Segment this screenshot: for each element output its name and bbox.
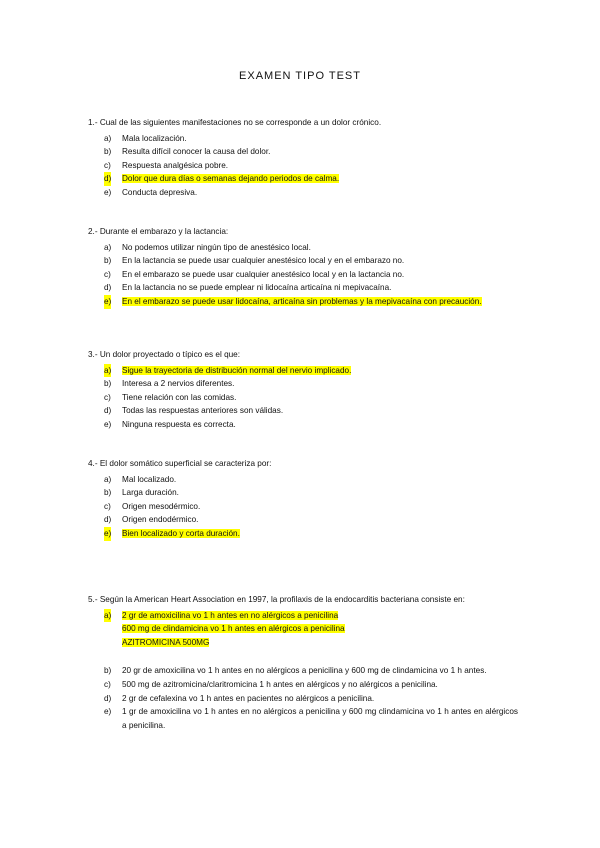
option-a-line-1: 2 gr de amoxicilina vo 1 h antes en no alérgicos a penicilina [122,610,339,620]
question-5-option-d: d) 2 gr de cefalexina vo 1 h antes en pacientes no alérgicos a penicilina. [104,693,375,703]
question-2 [88,225,518,309]
option-a-line-2: 600 mg de clindamicina vo 1 h antes en alérgicos a penicilina [122,624,345,634]
question-2-option-e-correct: e) En el embarazo se puede usar lidocaína, articaína sin problemas y la mepivacaína con precaución. [88,295,518,309]
question-3-option-b: b) Interesa a 2 nervios diferentes. [104,379,235,389]
question-2-option-a: a) No podemos utilizar ningún tipo de anestésico local. [104,242,311,252]
question-4-option-b: b) Larga duración. [104,488,179,498]
question-1-option-a: a) Mala localización. [104,133,187,143]
question-1-option-c: c) Respuesta analgésica pobre. [104,160,229,170]
question-3-option-d: d) Todas las respuestas anteriores son válidas. [104,406,284,416]
question-5-option-b: b) 20 gr de amoxicilina vo 1 h antes en no alérgicos a penicilina y 600 mg de clindamicina vo 1 h antes. [104,666,487,676]
question-3 [88,348,518,432]
option-a-line-3: AZITROMICINA 500MG [122,637,210,647]
question-2-option-b: b) En la lactancia se puede usar cualquier anestésico local y en el embarazo no. [104,256,405,266]
question-4-text: 4.- El dolor somático superficial se caracteriza por: [88,459,272,468]
question-5 [88,593,518,732]
question-4-option-a: a) Mal localizado. [104,474,177,484]
question-1-option-e: e) Conducta depresiva. [104,187,198,197]
question-4-option-c: c) Origen mesodérmico. [104,501,201,511]
question-1 [88,116,518,200]
question-3-option-a-correct: a) Sigue la trayectoria de distribución normal del nervio implicado. [88,364,518,378]
question-2-text: 2.- Durante el embarazo y la lactancia: [88,227,229,236]
question-2-option-c: c) En el embarazo se puede usar cualquier anestésico local y en la lactancia no. [104,269,405,279]
question-3-option-c: c) Tiene relación con las comidas. [104,392,237,402]
question-5-text: 5.- Según la American Heart Association en 1997, la profilaxis de la endocarditis bacteriana consiste en: [88,595,465,604]
question-3-text: 3.- Un dolor proyectado o típico es el que: [88,350,241,359]
question-4 [88,457,518,541]
question-5-option-e: e) 1 gr de amoxicilina vo 1 h antes en no alérgicos a penicilina y 600 mg clindamicina vo 1 h antes en alérgicos a penicilina. [104,707,518,730]
question-1-text: 1.- Cual de las siguientes manifestaciones no se corresponde a un dolor crónico. [88,118,382,127]
question-4-option-e-correct: e) Bien localizado y corta duración. [88,527,518,541]
question-3-option-e: e) Ninguna respuesta es correcta. [104,419,236,429]
question-1-option-b: b) Resulta difícil conocer la causa del dolor. [104,147,271,157]
question-2-option-d: d) En la lactancia no se puede emplear ni lidocaína articaína ni mepivacaína. [104,283,392,293]
question-1-option-d-correct: d) Dolor que dura días o semanas dejando periodos de calma. [88,172,518,186]
question-4-option-d: d) Origen endodérmico. [104,515,199,525]
page-title: EXAMEN TIPO TEST [239,70,361,82]
question-5-option-a-correct: a) 2 gr de amoxicilina vo 1 h antes en no alérgicos a penicilina 600 mg de clindamicina vo 1 h antes en alérgicos a penicilina AZITROMICINA 500MG [104,610,345,647]
question-5-option-c: c) 500 mg de azitromicina/claritromicina 1 h antes en alérgicos y no alérgicos a penicilina. [104,679,438,689]
